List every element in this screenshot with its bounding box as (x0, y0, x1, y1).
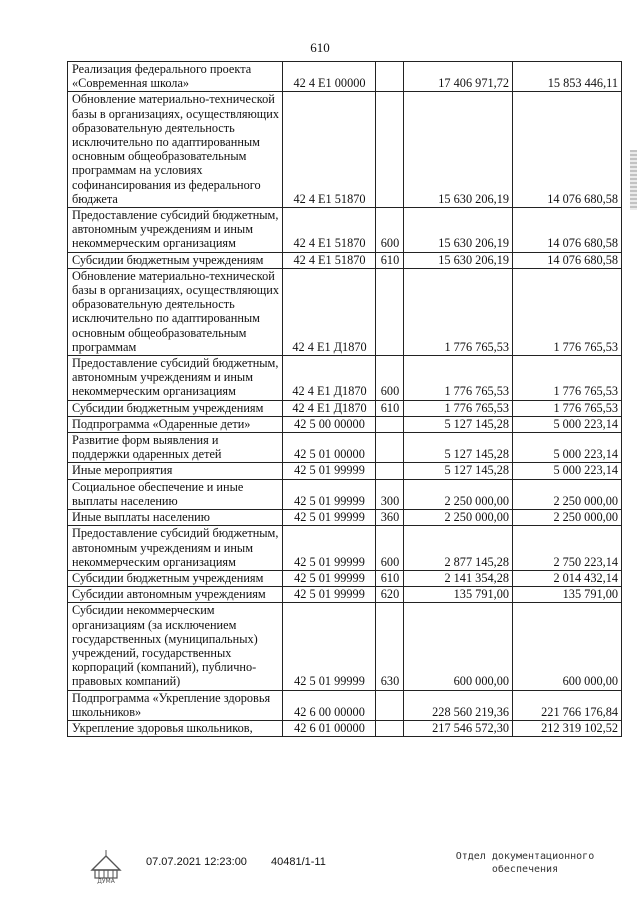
row-expense-type-cell (376, 463, 404, 479)
row-amount-1-cell: 2 250 000,00 (404, 510, 513, 526)
row-amount-1-cell: 2 141 354,28 (404, 570, 513, 586)
row-amount-2-cell: 14 076 680,58 (513, 92, 622, 208)
row-amount-2-cell: 2 250 000,00 (513, 479, 622, 509)
table-row (68, 603, 622, 690)
row-expense-type-cell: 360 (376, 510, 404, 526)
row-amount-1-cell: 5 127 145,28 (404, 433, 513, 463)
row-amount-2-cell: 14 076 680,58 (513, 208, 622, 253)
table-row (68, 463, 622, 479)
row-amount-1-cell: 5 127 145,28 (404, 416, 513, 432)
row-name-cell: Субсидии автономным учреждениям (68, 587, 283, 603)
row-expense-type-cell: 610 (376, 570, 404, 586)
row-code-cell: 42 6 01 00000 (283, 720, 376, 736)
table-row (68, 690, 622, 720)
row-expense-type-cell: 600 (376, 208, 404, 253)
row-amount-2-cell: 15 853 446,11 (513, 62, 622, 92)
row-amount-1-cell: 1 776 765,53 (404, 268, 513, 355)
row-name-cell: Подпрограмма «Одаренные дети» (68, 416, 283, 432)
row-code-cell: 42 5 01 00000 (283, 433, 376, 463)
table-row (68, 400, 622, 416)
row-expense-type-cell (376, 92, 404, 208)
table-row (68, 570, 622, 586)
row-amount-1-cell: 2 877 145,28 (404, 526, 513, 571)
stamp-line-1: Отдел документационного (455, 851, 595, 862)
row-amount-2-cell: 1 776 765,53 (513, 356, 622, 401)
row-code-cell: 42 4 E1 Д1870 (283, 356, 376, 401)
row-code-cell: 42 4 E1 Д1870 (283, 268, 376, 355)
row-code-cell: 42 5 01 99999 (283, 603, 376, 690)
row-amount-2-cell: 212 319 102,52 (513, 720, 622, 736)
row-amount-2-cell: 2 750 223,14 (513, 526, 622, 571)
row-amount-2-cell: 135 791,00 (513, 587, 622, 603)
row-amount-1-cell: 1 776 765,53 (404, 400, 513, 416)
row-amount-1-cell: 217 546 572,30 (404, 720, 513, 736)
footer-datetime: 07.07.2021 12:23:00 (146, 856, 247, 868)
row-expense-type-cell: 600 (376, 526, 404, 571)
row-name-cell: Предоставление субсидий бюджетным, автономным учреждениям и иным некоммерческим организациям (68, 526, 283, 571)
table-row (68, 208, 622, 253)
row-amount-1-cell: 1 776 765,53 (404, 356, 513, 401)
stamp-line-2: обеспечения (491, 864, 559, 875)
row-expense-type-cell (376, 433, 404, 463)
row-name-cell: Социальное обеспечение и иные выплаты населению (68, 479, 283, 509)
row-amount-1-cell: 228 560 219,36 (404, 690, 513, 720)
row-amount-1-cell: 17 406 971,72 (404, 62, 513, 92)
row-name-cell: Иные выплаты населению (68, 510, 283, 526)
row-expense-type-cell (376, 690, 404, 720)
row-code-cell: 42 5 01 99999 (283, 463, 376, 479)
row-amount-2-cell: 600 000,00 (513, 603, 622, 690)
row-code-cell: 42 4 E1 00000 (283, 62, 376, 92)
row-code-cell: 42 4 E1 51870 (283, 252, 376, 268)
row-code-cell: 42 5 01 99999 (283, 587, 376, 603)
row-name-cell: Предоставление субсидий бюджетным, автономным учреждениям и иным некоммерческим организациям (68, 356, 283, 401)
table-row (68, 526, 622, 571)
row-name-cell: Субсидии бюджетным учреждениям (68, 570, 283, 586)
row-amount-1-cell: 15 630 206,19 (404, 92, 513, 208)
row-amount-2-cell: 5 000 223,14 (513, 433, 622, 463)
row-name-cell: Субсидии некоммерческим организациям (за исключением государственных (муниципальных) учреждений, государственных корпораций (компаний), публично-правовых компаний) (68, 603, 283, 690)
department-stamp (440, 850, 610, 876)
row-amount-2-cell: 221 766 176,84 (513, 690, 622, 720)
row-amount-1-cell: 5 127 145,28 (404, 463, 513, 479)
row-amount-2-cell: 2 014 432,14 (513, 570, 622, 586)
footer-doc-number: 40481/1-11 (271, 856, 326, 868)
table-row (68, 720, 622, 736)
row-amount-2-cell: 1 776 765,53 (513, 400, 622, 416)
row-expense-type-cell (376, 720, 404, 736)
emblem-label: ДУМА (97, 878, 115, 884)
table-row (68, 268, 622, 355)
budget-table-body (68, 62, 622, 737)
page-number: 610 (310, 40, 330, 55)
table-row (68, 479, 622, 509)
row-code-cell: 42 5 01 99999 (283, 510, 376, 526)
table-row (68, 433, 622, 463)
row-name-cell: Реализация федерального проекта «Современная школа» (68, 62, 283, 92)
row-amount-2-cell: 5 000 223,14 (513, 463, 622, 479)
table-row (68, 356, 622, 401)
row-expense-type-cell (376, 416, 404, 432)
row-amount-1-cell: 2 250 000,00 (404, 479, 513, 509)
row-expense-type-cell: 630 (376, 603, 404, 690)
row-amount-2-cell: 2 250 000,00 (513, 510, 622, 526)
row-code-cell: 42 5 01 99999 (283, 526, 376, 571)
table-row (68, 587, 622, 603)
row-code-cell: 42 4 E1 Д1870 (283, 400, 376, 416)
row-expense-type-cell: 610 (376, 400, 404, 416)
row-expense-type-cell: 300 (376, 479, 404, 509)
row-expense-type-cell (376, 62, 404, 92)
row-amount-2-cell: 5 000 223,14 (513, 416, 622, 432)
row-expense-type-cell: 600 (376, 356, 404, 401)
row-name-cell: Предоставление субсидий бюджетным, автономным учреждениям и иным некоммерческим организациям (68, 208, 283, 253)
row-code-cell: 42 4 E1 51870 (283, 208, 376, 253)
row-amount-1-cell: 600 000,00 (404, 603, 513, 690)
duma-emblem-icon (86, 848, 126, 884)
row-expense-type-cell: 610 (376, 252, 404, 268)
row-name-cell: Субсидии бюджетным учреждениям (68, 252, 283, 268)
table-row (68, 510, 622, 526)
row-name-cell: Развитие форм выявления и поддержки одаренных детей (68, 433, 283, 463)
row-amount-1-cell: 15 630 206,19 (404, 208, 513, 253)
row-amount-2-cell: 1 776 765,53 (513, 268, 622, 355)
row-code-cell: 42 5 01 99999 (283, 479, 376, 509)
row-expense-type-cell (376, 268, 404, 355)
row-name-cell: Обновление материально-технической базы в организациях, осуществляющих образовательную деятельность исключительно по адаптированным основным общеобразовательным программам на условиях софинансирования из федерального бюджета (68, 92, 283, 208)
row-amount-2-cell: 14 076 680,58 (513, 252, 622, 268)
row-name-cell: Субсидии бюджетным учреждениям (68, 400, 283, 416)
table-row (68, 416, 622, 432)
row-code-cell: 42 5 01 99999 (283, 570, 376, 586)
row-name-cell: Иные мероприятия (68, 463, 283, 479)
table-row (68, 252, 622, 268)
row-amount-1-cell: 135 791,00 (404, 587, 513, 603)
budget-table (67, 61, 622, 737)
row-amount-1-cell: 15 630 206,19 (404, 252, 513, 268)
row-name-cell: Подпрограмма «Укрепление здоровья школьников» (68, 690, 283, 720)
table-row (68, 62, 622, 92)
table-row (68, 92, 622, 208)
row-code-cell: 42 5 00 00000 (283, 416, 376, 432)
row-name-cell: Обновление материально-технической базы в организациях, осуществляющих образовательную деятельность исключительно по адаптированным основным общеобразовательным программам (68, 268, 283, 355)
row-expense-type-cell: 620 (376, 587, 404, 603)
row-name-cell: Укрепление здоровья школьников, (68, 720, 283, 736)
row-code-cell: 42 4 E1 51870 (283, 92, 376, 208)
row-code-cell: 42 6 00 00000 (283, 690, 376, 720)
scan-edge-mark (630, 150, 637, 210)
